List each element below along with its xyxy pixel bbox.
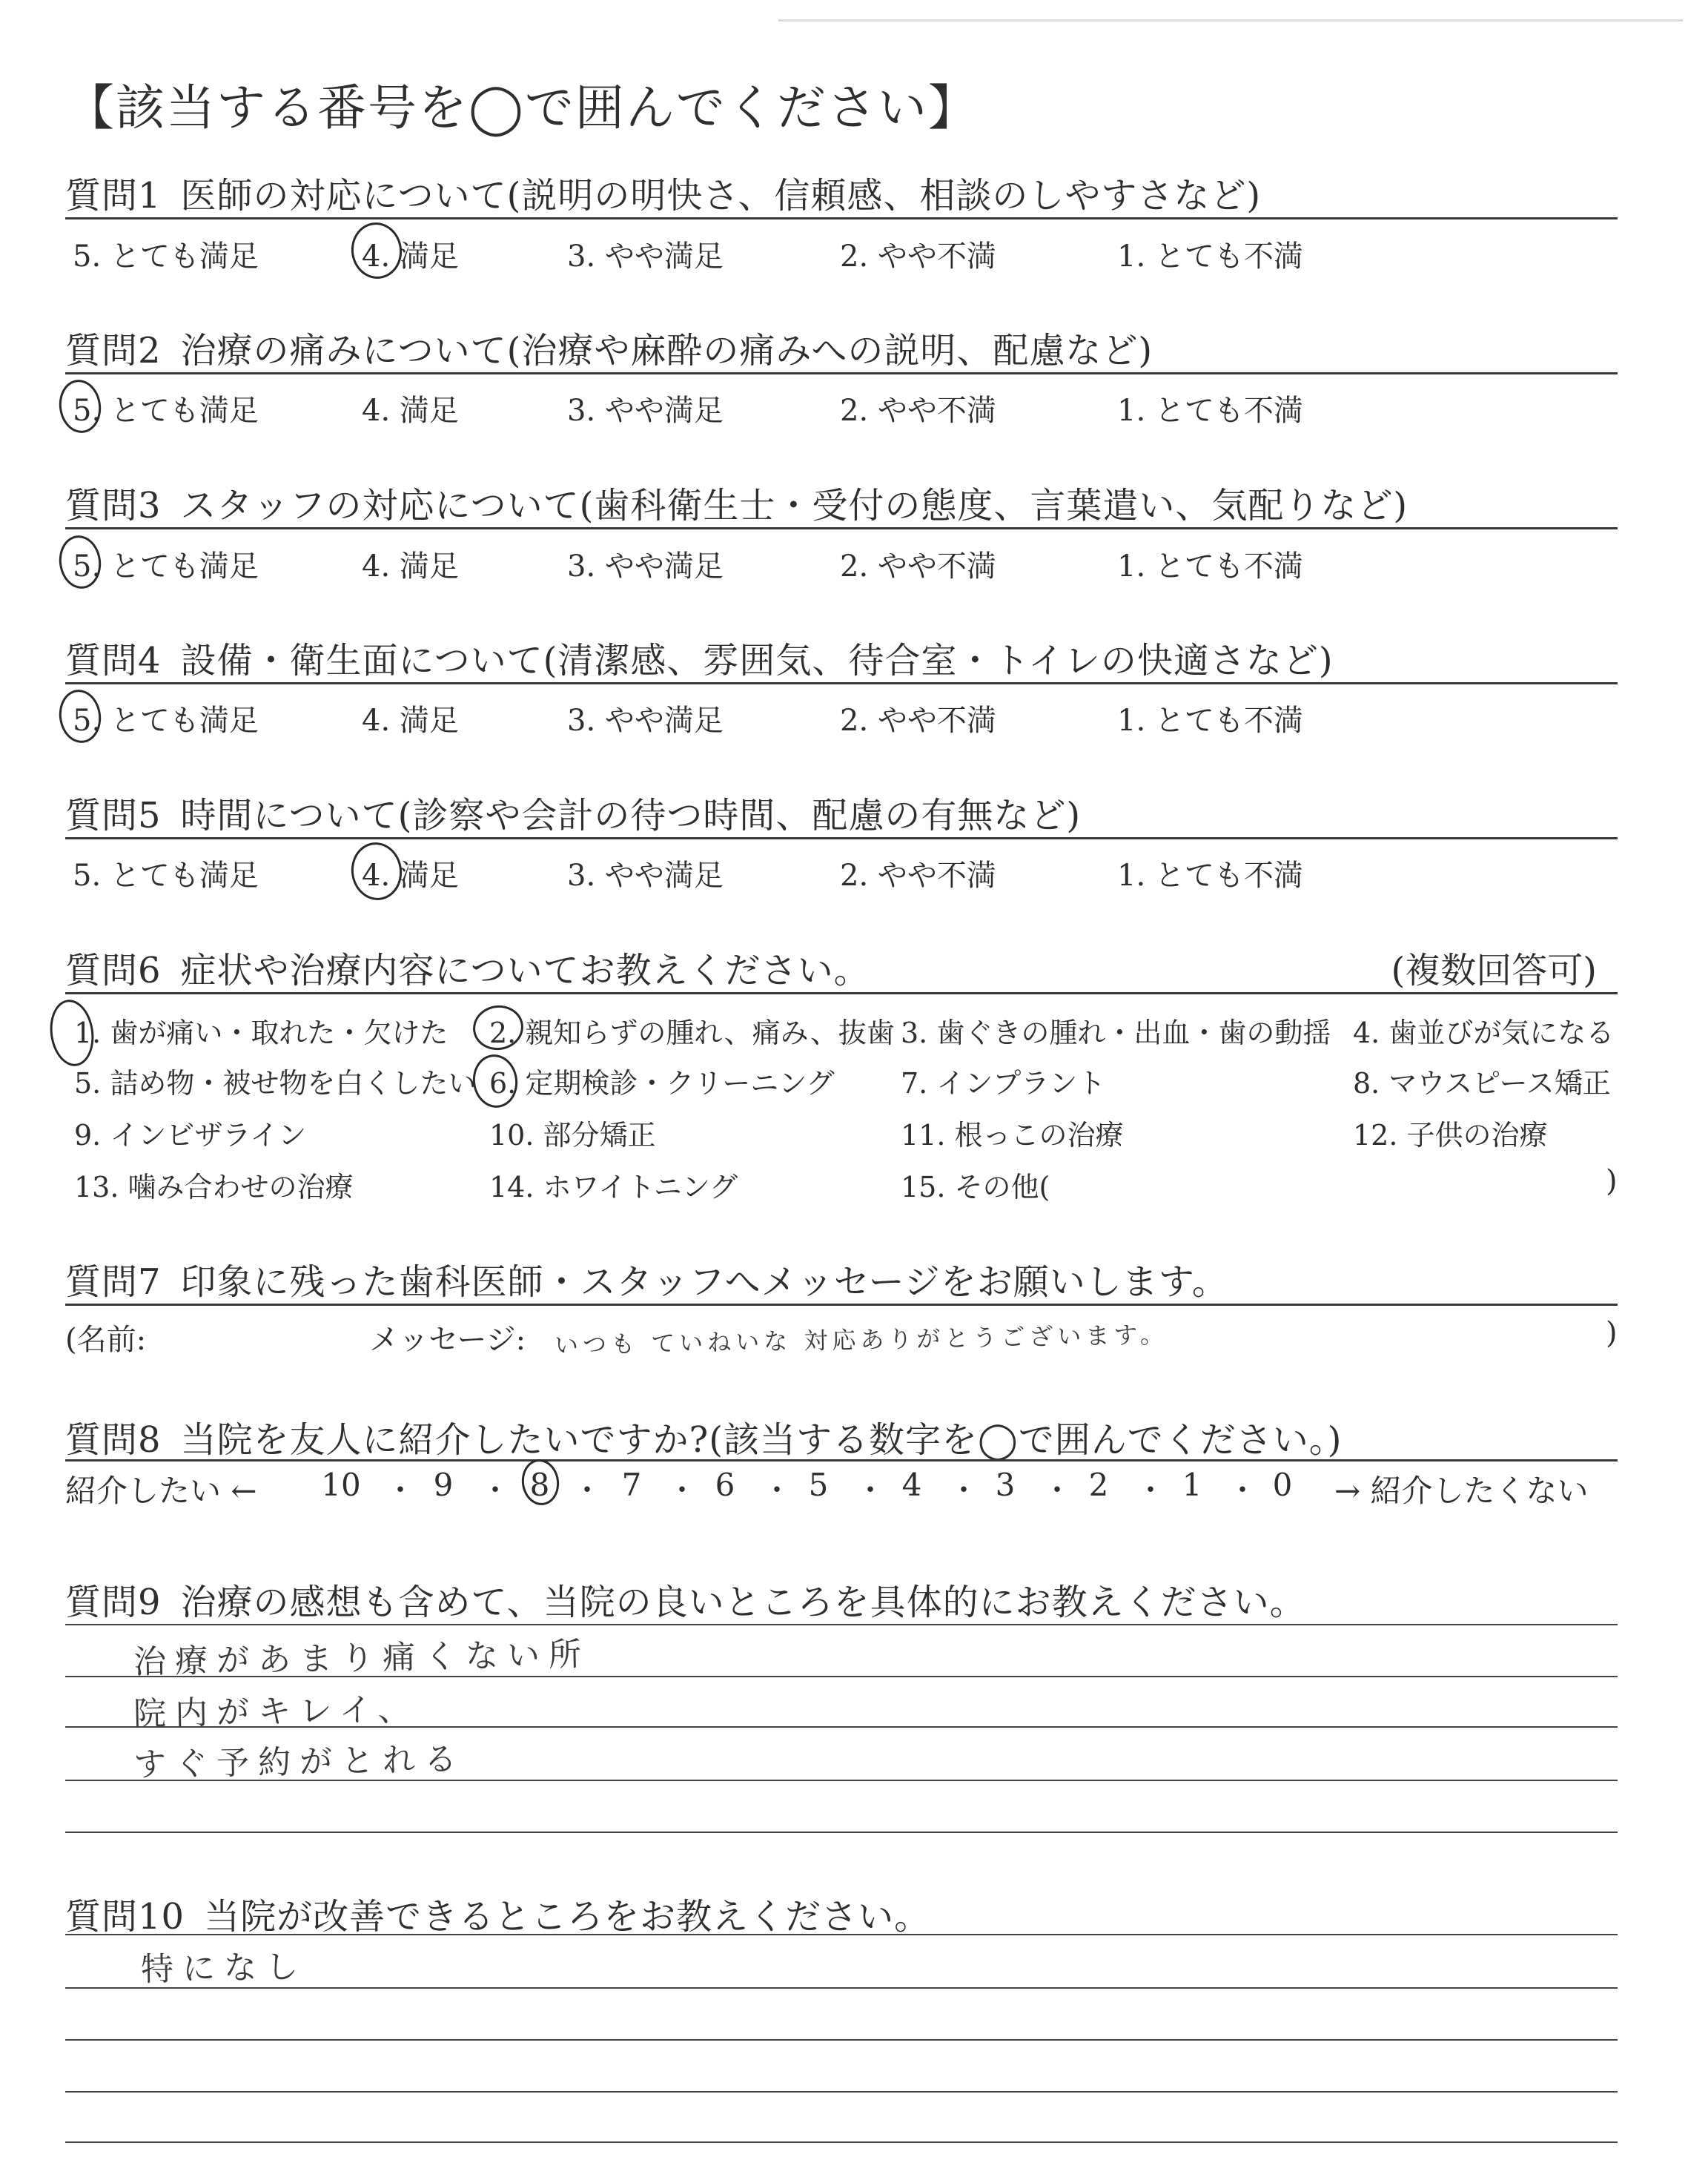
- option-2[interactable]: 2. やや不満: [840, 704, 996, 738]
- question-text: スタッフの対応について(歯科衛生士・受付の態度、言葉遣い、気配りなど): [180, 485, 1409, 526]
- divider: [65, 837, 1618, 839]
- symptom-item[interactable]: 14. ホワイトニング: [489, 1171, 738, 1203]
- scale-10[interactable]: 10: [321, 1467, 361, 1503]
- question-number: 質問3: [65, 485, 162, 526]
- symptom-item[interactable]: 3. 歯ぐきの腫れ・出血・歯の動揺: [901, 1017, 1331, 1049]
- option-5[interactable]: 5. とても満足: [73, 240, 259, 274]
- scale-dot: ・: [385, 1473, 415, 1507]
- question-1: [65, 167, 1261, 218]
- scale-right-label: → 紹介したくない: [1334, 1473, 1589, 1509]
- question-4: [65, 632, 1334, 683]
- question-number: 質問6: [65, 950, 162, 991]
- option-4[interactable]: 4. 満足: [362, 240, 459, 274]
- question-3: [65, 477, 1408, 528]
- answer-circle-mark: [46, 997, 98, 1069]
- message-label: メッセージ:: [369, 1323, 526, 1357]
- divider: [65, 992, 1618, 994]
- option-4[interactable]: 4. 満足: [362, 394, 459, 428]
- option-5[interactable]: 5. とても満足: [73, 394, 259, 428]
- answer-line: [65, 2141, 1618, 2143]
- option-5[interactable]: 5. とても満足: [73, 859, 259, 893]
- message-close-paren: ): [1606, 1316, 1618, 1350]
- question-text: 当院が改善できるところをお教えください。: [204, 1896, 931, 1938]
- scale-dot: ・: [855, 1473, 885, 1507]
- scale-7[interactable]: 7: [621, 1467, 642, 1503]
- option-1[interactable]: 1. とても不満: [1117, 549, 1303, 584]
- question-10: [65, 1888, 930, 1939]
- question-9: [65, 1573, 1306, 1625]
- option-3[interactable]: 3. やや満足: [567, 549, 724, 584]
- scale-dot: ・: [1136, 1473, 1165, 1507]
- scale-3[interactable]: 3: [995, 1467, 1016, 1503]
- question-text: 症状や治療内容についてお教えください。: [180, 950, 870, 991]
- question-number: 質問1: [65, 175, 162, 217]
- scan-edge-line: [778, 19, 1683, 22]
- scale-dot: ・: [572, 1473, 602, 1507]
- scale-dot: ・: [480, 1473, 510, 1507]
- scale-dot: ・: [1228, 1473, 1257, 1507]
- symptom-item[interactable]: 11. 根っこの治療: [901, 1119, 1124, 1152]
- divider: [65, 217, 1618, 219]
- divider: [65, 682, 1618, 684]
- symptom-item[interactable]: 12. 子供の治療: [1353, 1119, 1548, 1152]
- question-number: 質問4: [65, 640, 162, 681]
- symptom-item[interactable]: 6. 定期検診・クリーニング: [489, 1067, 835, 1100]
- scale-5[interactable]: 5: [808, 1467, 829, 1503]
- option-2[interactable]: 2. やや不満: [840, 394, 996, 428]
- question-number: 質問5: [65, 795, 162, 836]
- scale-1[interactable]: 1: [1182, 1467, 1202, 1503]
- question-text: 印象に残った歯科医師・スタッフへメッセージをお願いします。: [180, 1261, 1228, 1303]
- scale-6[interactable]: 6: [715, 1467, 735, 1503]
- question-7: [65, 1253, 1228, 1304]
- symptom-item[interactable]: 2. 親知らずの腫れ、痛み、抜歯: [489, 1017, 895, 1049]
- message-handwriting: いつも ていねいな 対応ありがとうございます。: [554, 1320, 1169, 1360]
- symptom-item[interactable]: 1. 歯が痛い・取れた・欠けた: [74, 1017, 448, 1049]
- question-number: 質問8: [65, 1419, 162, 1461]
- answer-line: [65, 2091, 1618, 2093]
- question-5: [65, 787, 1081, 838]
- question-text: 治療の感想も含めて、当院の良いところを具体的にお教えください。: [180, 1582, 1306, 1623]
- answer-line: [65, 1832, 1618, 1833]
- divider: [65, 527, 1618, 529]
- symptom-item[interactable]: 10. 部分矯正: [489, 1119, 656, 1152]
- scale-dot: ・: [1042, 1473, 1072, 1507]
- answer-line: [65, 1934, 1618, 1935]
- symptom-item[interactable]: 13. 噛み合わせの治療: [74, 1171, 354, 1203]
- scale-dot: ・: [762, 1473, 792, 1507]
- q9-handwriting-line: 院内がキレイ、: [133, 1690, 420, 1734]
- scale-dot: ・: [667, 1473, 697, 1507]
- question-text: 時間について(診察や会計の待つ時間、配慮の有無など): [180, 795, 1082, 836]
- question-number: 質問9: [65, 1582, 162, 1623]
- option-3[interactable]: 3. やや満足: [567, 394, 724, 428]
- option-2[interactable]: 2. やや不満: [840, 859, 996, 893]
- q9-handwriting-line: 治療があまり痛くない所: [133, 1635, 591, 1682]
- form-title: 【該当する番号を◯で囲んでください】: [65, 79, 979, 136]
- question-text: 設備・衛生面について(清潔感、雰囲気、待合室・トイレの快適さなど): [180, 640, 1334, 681]
- question-number: 質問2: [65, 330, 162, 371]
- q10-handwriting-line: 特になし: [140, 1948, 308, 1989]
- question-2: [65, 322, 1153, 373]
- scale-0[interactable]: 0: [1272, 1467, 1293, 1503]
- option-4[interactable]: 4. 満足: [362, 704, 459, 738]
- scale-4[interactable]: 4: [901, 1467, 922, 1503]
- option-5[interactable]: 5. とても満足: [73, 704, 259, 738]
- option-5[interactable]: 5. とても満足: [73, 549, 259, 584]
- option-1[interactable]: 1. とても不満: [1117, 704, 1303, 738]
- option-3[interactable]: 3. やや満足: [567, 240, 724, 274]
- divider: [65, 1459, 1618, 1462]
- option-4[interactable]: 4. 満足: [362, 859, 459, 893]
- option-1[interactable]: 1. とても不満: [1117, 859, 1303, 893]
- name-label: (名前:: [65, 1323, 147, 1357]
- question-text: 医師の対応について(説明の明快さ、信頼感、相談のしやすさなど): [180, 175, 1262, 217]
- symptom-item-other[interactable]: 15. その他(: [901, 1171, 1050, 1203]
- answer-line: [65, 1987, 1618, 1989]
- answer-line: [65, 2039, 1618, 2041]
- answer-line: [65, 1624, 1618, 1625]
- symptom-item[interactable]: 8. マウスピース矯正: [1353, 1067, 1611, 1100]
- symptom-item[interactable]: 4. 歯並びが気になる: [1353, 1017, 1615, 1049]
- q9-handwriting-line: すぐ予約がとれる: [133, 1740, 466, 1784]
- option-2[interactable]: 2. やや不満: [840, 549, 996, 584]
- option-3[interactable]: 3. やや満足: [567, 704, 724, 738]
- scale-2[interactable]: 2: [1088, 1467, 1109, 1503]
- option-2[interactable]: 2. やや不満: [840, 240, 996, 274]
- option-3[interactable]: 3. やや満足: [567, 859, 724, 893]
- option-1[interactable]: 1. とても不満: [1117, 394, 1303, 428]
- symptom-item[interactable]: 7. インプラント: [901, 1067, 1106, 1100]
- divider: [65, 372, 1618, 374]
- scale-9[interactable]: 9: [433, 1467, 454, 1503]
- multiple-answer-note: (複数回答可): [1391, 950, 1597, 991]
- scale-8[interactable]: 8: [529, 1467, 550, 1503]
- question-number: 質問7: [65, 1261, 162, 1303]
- option-1[interactable]: 1. とても不満: [1117, 240, 1303, 274]
- question-8: [65, 1411, 1342, 1462]
- question-6: [65, 942, 870, 993]
- divider: [65, 1304, 1618, 1306]
- scale-dot: ・: [949, 1473, 979, 1507]
- question-number: 質問10: [65, 1896, 185, 1938]
- other-close-paren: ): [1606, 1164, 1618, 1198]
- symptom-item[interactable]: 5. 詰め物・被せ物を白くしたい: [74, 1067, 477, 1100]
- question-text: 治療の痛みについて(治療や麻酔の痛みへの説明、配慮など): [180, 330, 1153, 371]
- scale-left-label: 紹介したい ←: [65, 1473, 257, 1509]
- option-4[interactable]: 4. 満足: [362, 549, 459, 584]
- symptom-item[interactable]: 9. インビザライン: [74, 1119, 307, 1152]
- question-text: 当院を友人に紹介したいですか?(該当する数字を◯で囲んでください。): [180, 1419, 1343, 1461]
